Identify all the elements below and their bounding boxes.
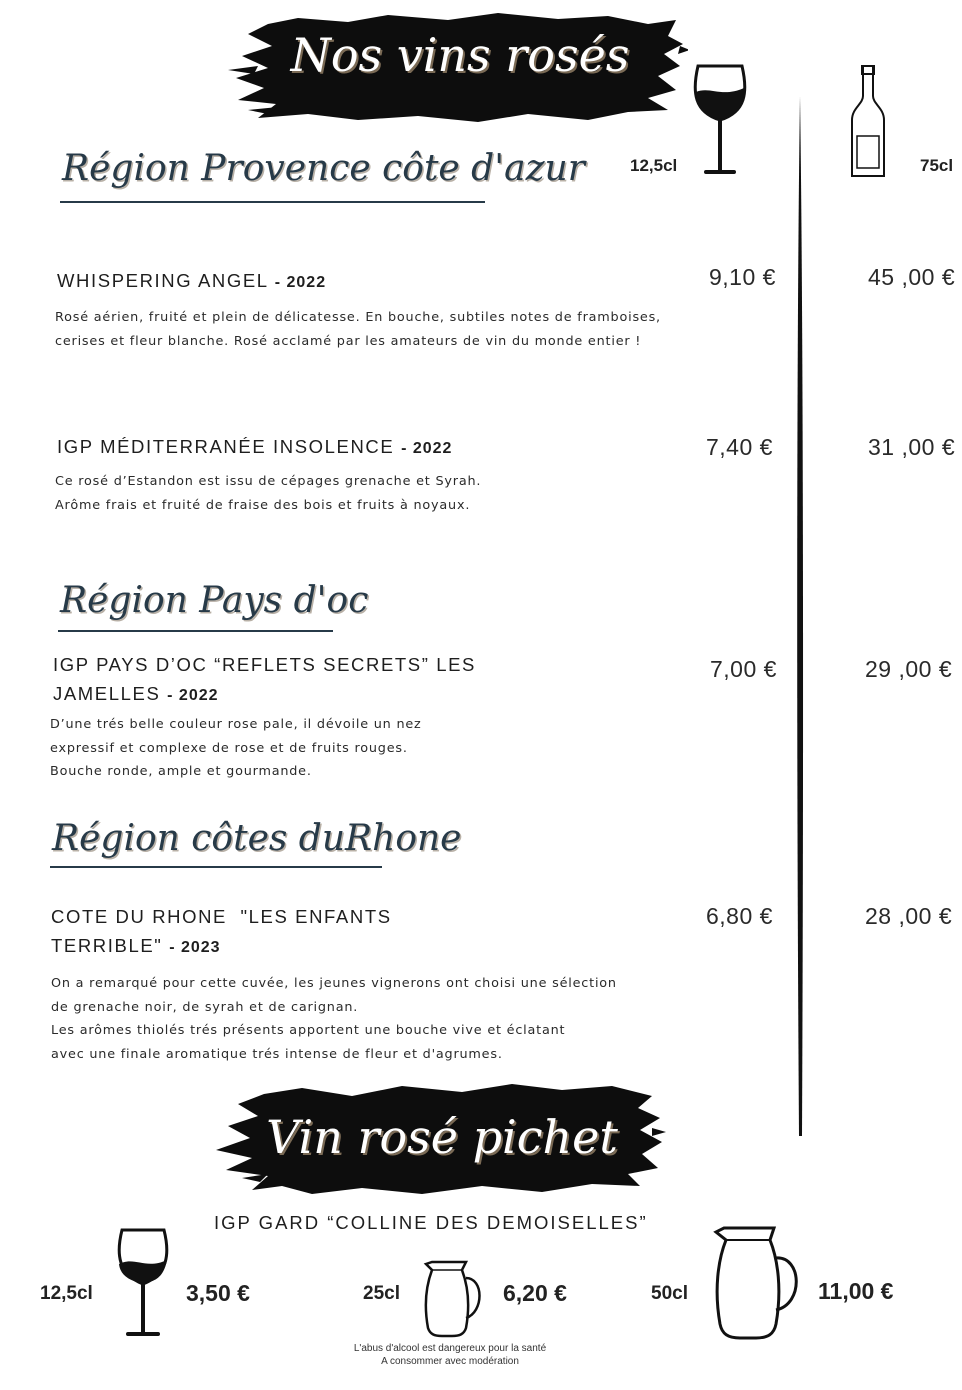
region-heading-cotes-du-rhone: Région côtes duRhone xyxy=(52,818,462,859)
pichet-price: 6,20 € xyxy=(503,1280,567,1306)
wine-vintage: - 2022 xyxy=(167,687,219,704)
region-heading-pays-doc: Région Pays d'oc xyxy=(60,580,369,621)
pichet-size-label: 25cl xyxy=(363,1283,400,1304)
pichet-price: 11,00 € xyxy=(818,1278,894,1304)
wine-glass-icon xyxy=(692,62,748,180)
wine-name-insolence: IGP MÉDITERRANÉE INSOLENCE - 2022 xyxy=(57,436,453,457)
pichet-size-label: 50cl xyxy=(651,1283,688,1304)
wine-description: Rosé aérien, fruité et plein de délicatesse. En bouche, subtiles notes de framboises, cerises et fleur blanche. Rosé acclamé par les amateurs de vin du monde entier ! xyxy=(55,310,661,349)
pichet-size-label: 12,5cl xyxy=(40,1283,93,1304)
small-pitcher-icon xyxy=(422,1256,488,1340)
bottle-size-header: 75cl xyxy=(920,156,954,175)
pichet-title: Vin rosé pichet xyxy=(266,1110,618,1164)
bottle-price: 45 ,00 € xyxy=(868,264,956,290)
region-heading-provence: Région Provence côte d'azur xyxy=(62,148,585,189)
wine-description: Ce rosé d’Estandon est issu de cépages grenache et Syrah. Arôme frais et fruité de fraise des bois et fruits à noyaux. xyxy=(55,474,482,513)
large-pitcher-icon xyxy=(712,1224,806,1342)
bottle-price: 28 ,00 € xyxy=(865,903,953,929)
glass-price: 7,00 € xyxy=(710,656,777,682)
health-warning: L'abus d'alcool est dangereux pour la santé A consommer avec modération xyxy=(353,1343,547,1367)
wine-vintage: - 2022 xyxy=(274,274,327,291)
wine-glass-icon xyxy=(114,1226,172,1342)
wine-description: D’une trés belle couleur rose pale, il dévoile un nez expressif et complexe de rose et de fruits rouges. Bouche ronde, ample et gourmande. xyxy=(50,717,422,779)
region-underline xyxy=(50,866,382,868)
glass-price: 7,40 € xyxy=(706,434,773,460)
bottle-price: 29 ,00 € xyxy=(865,656,953,682)
region-underline xyxy=(58,630,333,632)
wine-name-reflets-secrets: IGP PAYS D’OC “REFLETS SECRETS” LES JAMELLES - 2022 xyxy=(53,654,477,704)
wine-name-whispering-angel: WHISPERING ANGEL - 2022 xyxy=(57,270,327,291)
pichet-price: 3,50 € xyxy=(186,1280,250,1306)
pichet-wine-name: IGP GARD “COLLINE DES DEMOISELLES” xyxy=(214,1212,648,1233)
bottle-price: 31 ,00 € xyxy=(868,434,956,460)
wine-description: On a remarqué pour cette cuvée, les jeunes vignerons ont choisi une sélection de grenache noir, de syrah et de carignan. Les arômes thiolés trés présents apportent une bouche vive et éclatant avec une finale aromatique trés intense de fleur et d'agrumes. xyxy=(51,976,617,1062)
wine-vintage: - 2022 xyxy=(401,440,453,457)
glass-size-header: 12,5cl xyxy=(630,156,678,175)
column-divider xyxy=(794,96,806,1136)
glass-price: 9,10 € xyxy=(709,264,776,290)
glass-price: 6,80 € xyxy=(706,903,773,929)
wine-bottle-icon xyxy=(848,64,888,180)
wine-vintage: - 2023 xyxy=(169,939,221,956)
region-underline xyxy=(60,201,485,203)
page-title: Nos vins rosés xyxy=(290,28,630,82)
wine-name-enfants-terrible: COTE DU RHONE "LES ENFANTS TERRIBLE" - 2023 xyxy=(51,906,392,956)
